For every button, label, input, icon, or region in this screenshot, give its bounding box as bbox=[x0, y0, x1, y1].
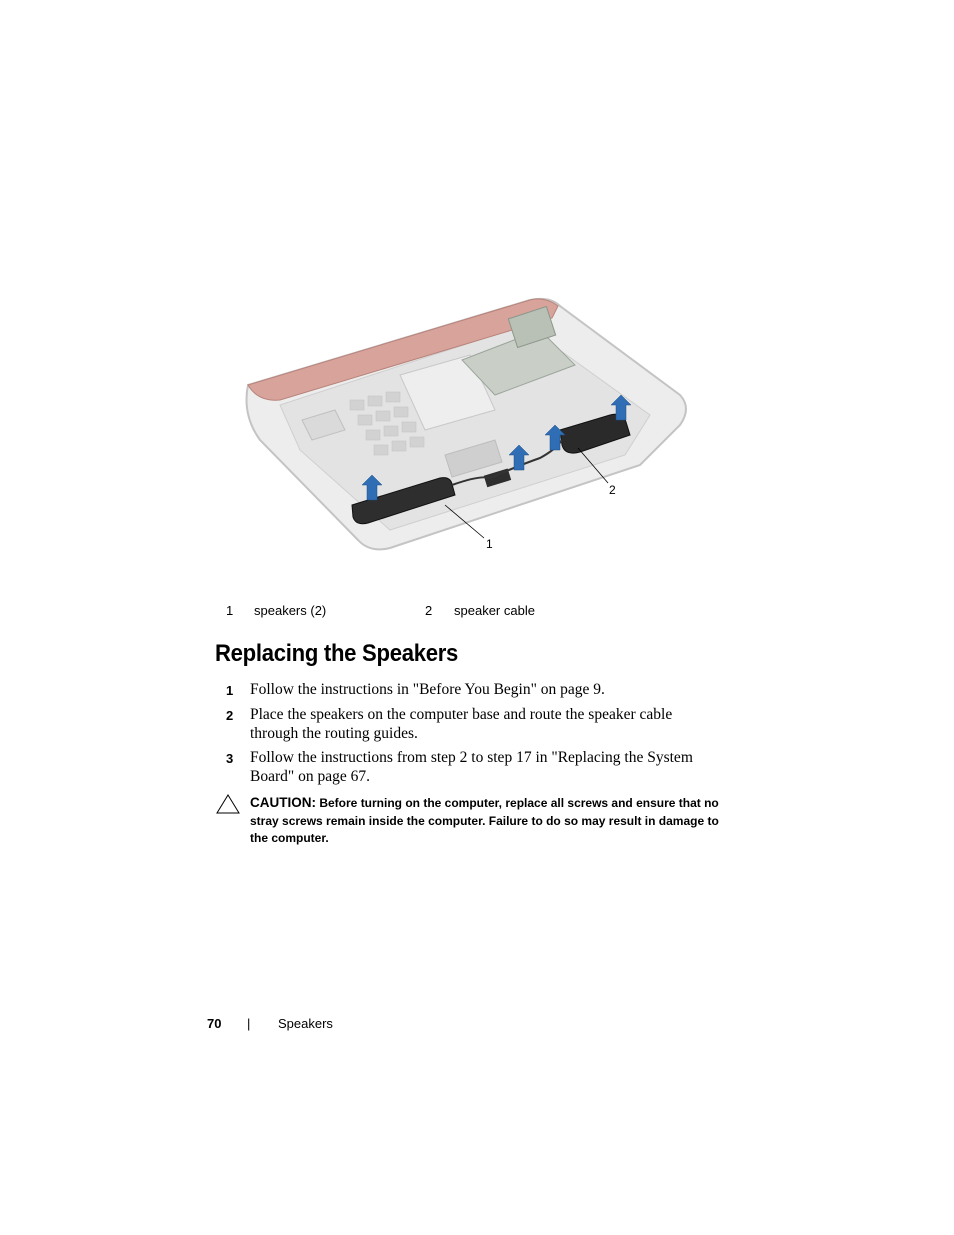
speakers-illustration bbox=[240, 290, 700, 560]
step-number: 1 bbox=[226, 683, 234, 698]
legend-number-1: 1 bbox=[226, 603, 234, 618]
callout-1: 1 bbox=[486, 537, 493, 551]
callout-2: 2 bbox=[609, 483, 616, 497]
section-heading: Replacing the Speakers bbox=[215, 640, 459, 667]
step-text: Follow the instructions from step 2 to step 17 in "Replacing the System Board" on page 67. bbox=[250, 749, 693, 785]
step-number: 3 bbox=[226, 751, 234, 766]
caution-text: Before turning on the computer, replace all screws and ensure that no stray screws remain inside the computer. Failure to do so may result in damage to the computer. bbox=[250, 796, 719, 845]
footer-section: Speakers bbox=[278, 1016, 333, 1031]
page-number: 70 bbox=[207, 1016, 222, 1031]
footer-separator: | bbox=[247, 1016, 251, 1031]
step-text: Follow the instructions in "Before You Begin" on page 9. bbox=[250, 681, 605, 698]
legend-label-2: speaker cable bbox=[454, 603, 535, 618]
computer-base-drawing bbox=[240, 290, 700, 560]
legend-number-2: 2 bbox=[425, 603, 433, 618]
legend-label-1: speakers (2) bbox=[254, 603, 327, 618]
caution-label: CAUTION: bbox=[250, 795, 316, 810]
step-text: Place the speakers on the computer base and route the speaker cable through the routing guides. bbox=[250, 706, 673, 742]
caution-icon bbox=[216, 794, 240, 814]
step-number: 2 bbox=[226, 708, 234, 723]
